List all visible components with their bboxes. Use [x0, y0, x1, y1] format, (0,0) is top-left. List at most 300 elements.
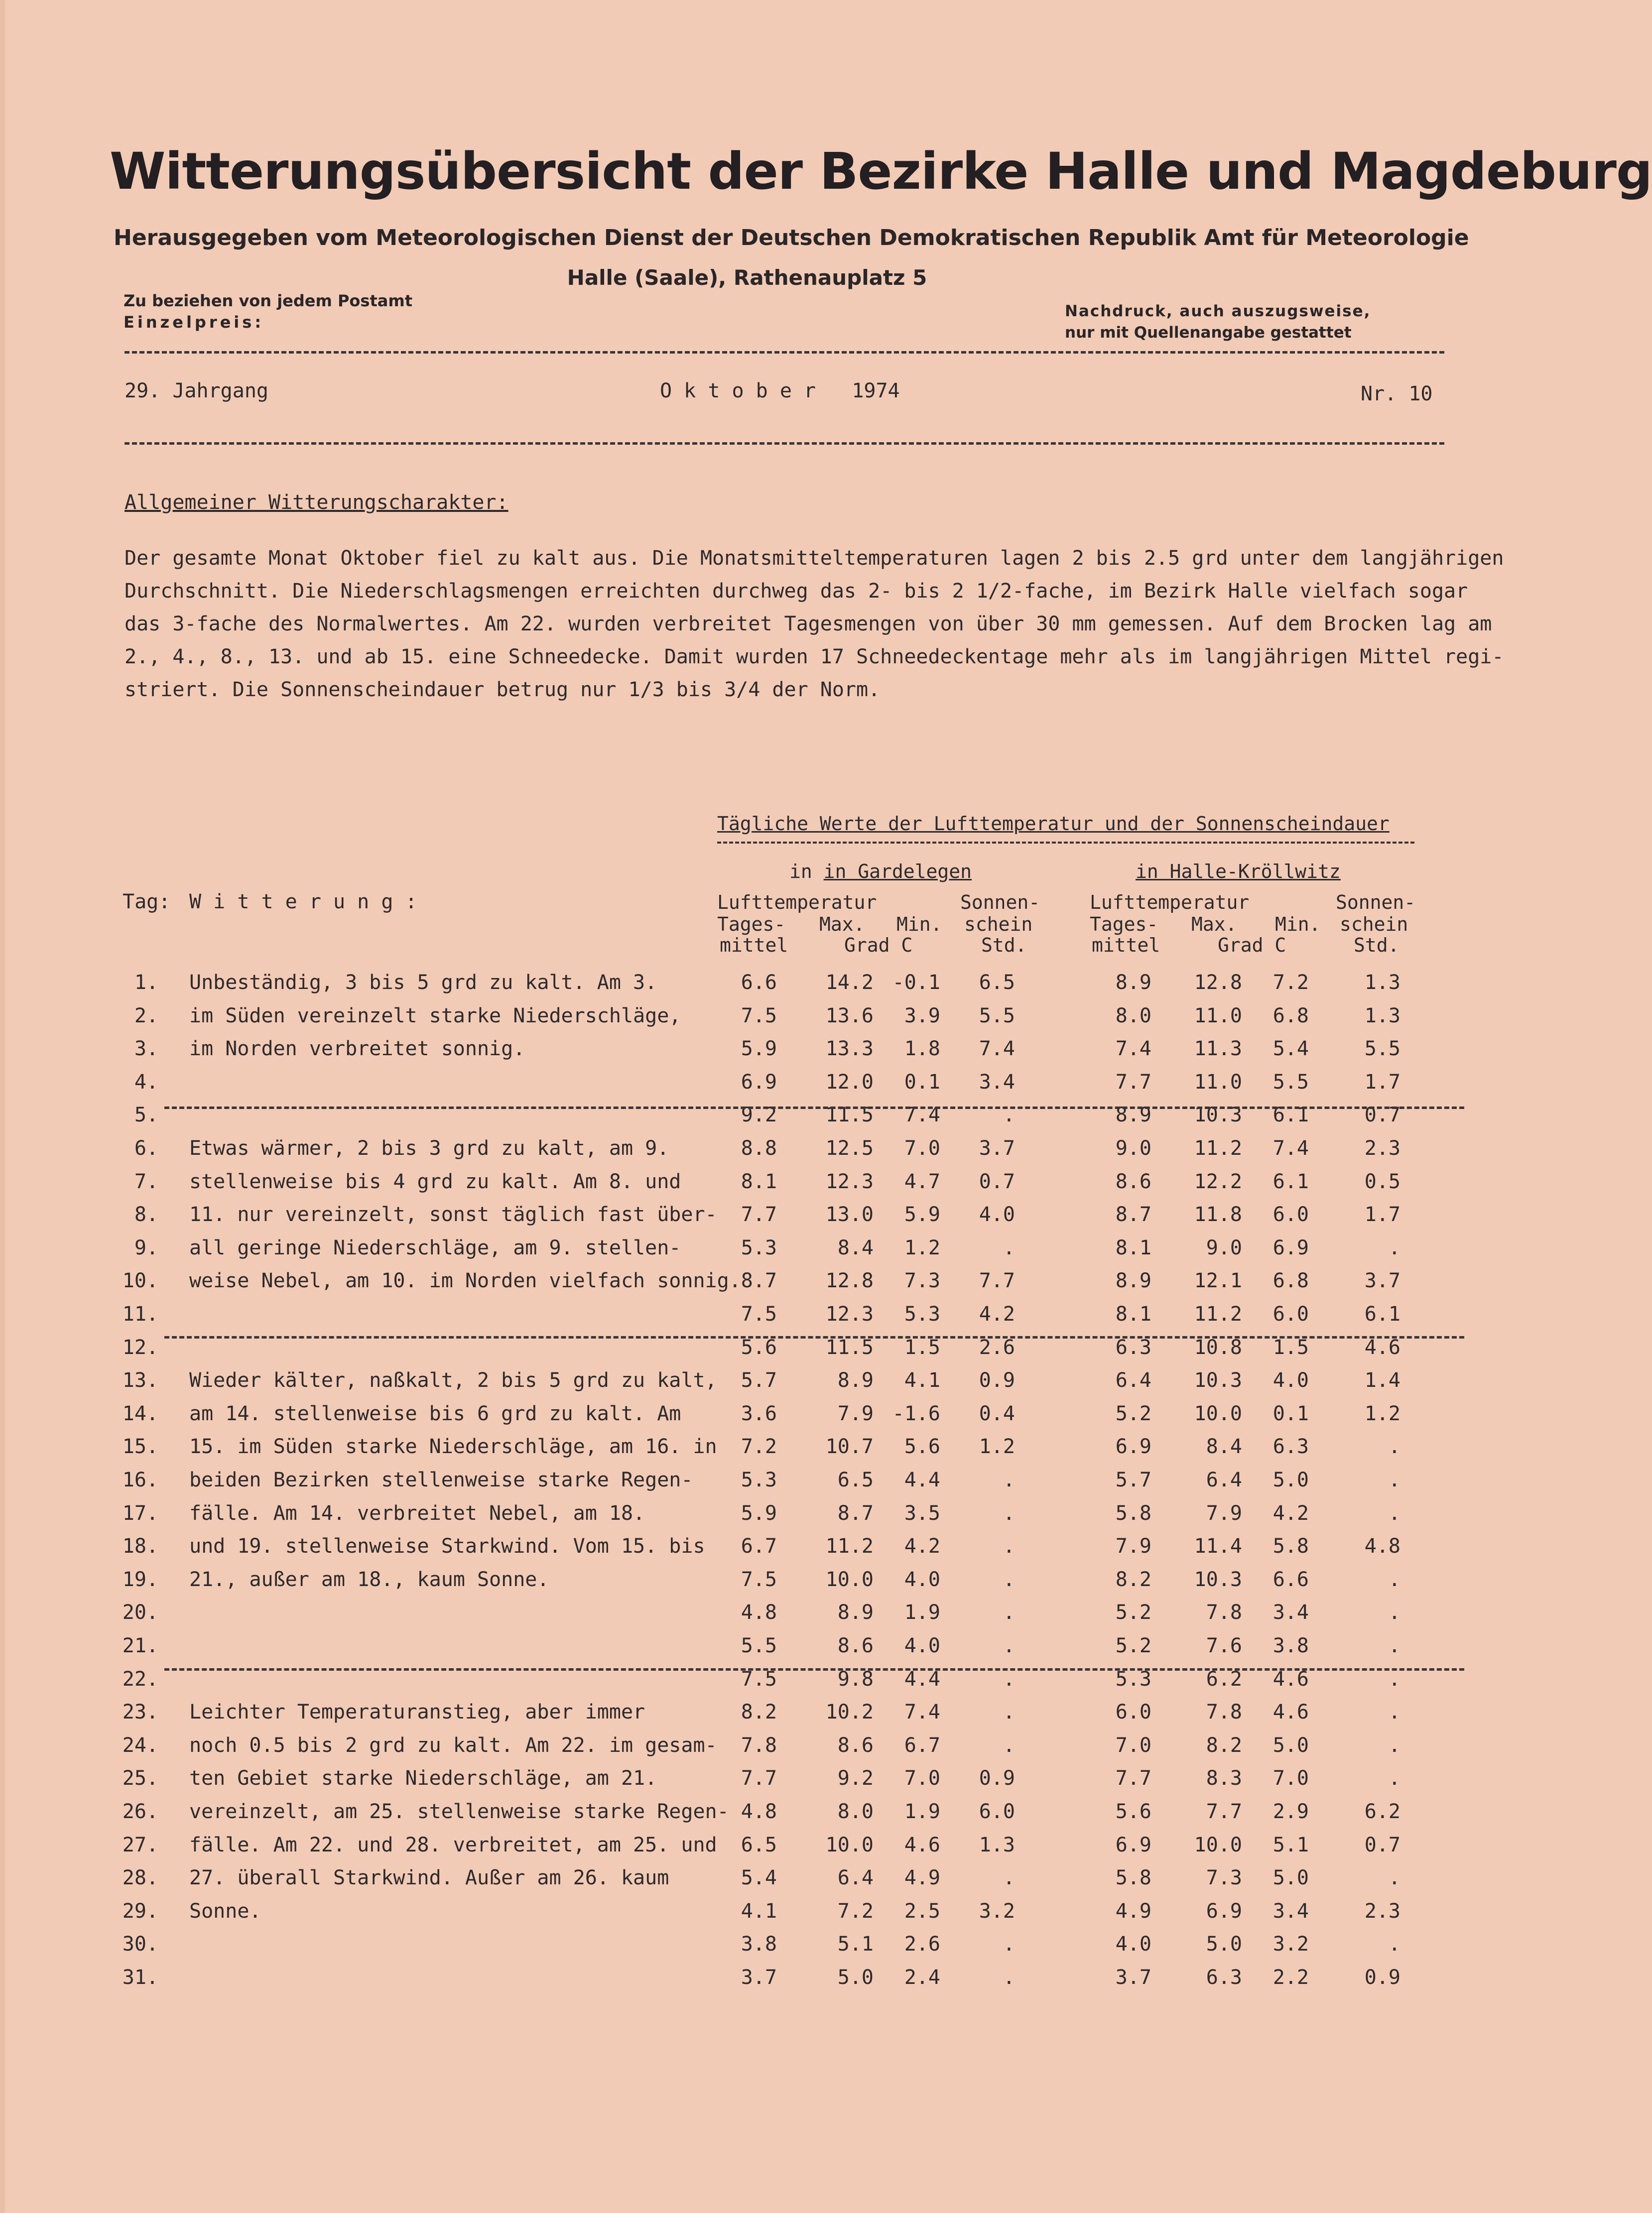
- h-std: Std.: [1354, 934, 1399, 956]
- value-cell: 10.8: [1194, 1336, 1242, 1359]
- value-cell: 8.7: [741, 1269, 777, 1293]
- value-cell: 8.4: [1206, 1435, 1242, 1459]
- value-cell: 11.2: [825, 1535, 874, 1558]
- day-cell: 27.: [122, 1833, 158, 1856]
- value-cell: 3.6: [741, 1402, 777, 1425]
- value-cell: 7.7: [741, 1767, 777, 1790]
- value-cell: 7.9: [1115, 1535, 1151, 1558]
- col-witterung: W i t t e r u n g :: [189, 890, 417, 913]
- day-cell: 14.: [122, 1402, 158, 1425]
- value-cell: 2.5: [904, 1899, 940, 1923]
- value-cell: 13.0: [825, 1203, 874, 1227]
- value-cell: 8.4: [837, 1236, 874, 1259]
- value-cell: 0.9: [1364, 1966, 1400, 1989]
- day-cell: 21.: [122, 1634, 158, 1657]
- value-cell: 6.2: [1206, 1667, 1242, 1691]
- value-cell: 0.1: [1272, 1402, 1309, 1425]
- value-cell: 9.8: [837, 1667, 874, 1691]
- value-cell: 8.3: [1206, 1767, 1242, 1790]
- value-cell: 3.4: [979, 1070, 1015, 1094]
- value-cell: 2.2: [1272, 1966, 1309, 1989]
- value-cell: 3.2: [1272, 1933, 1309, 1956]
- value-cell: 5.2: [1115, 1601, 1151, 1624]
- value-cell: 12.2: [1194, 1170, 1242, 1193]
- value-cell: .: [1003, 1866, 1015, 1890]
- value-cell: 10.0: [825, 1568, 874, 1591]
- value-cell: 5.4: [741, 1866, 777, 1890]
- value-cell: 4.9: [1115, 1899, 1151, 1923]
- g-tages: Tages-: [717, 913, 786, 935]
- value-cell: 11.5: [825, 1104, 874, 1127]
- value-cell: 4.8: [741, 1601, 777, 1624]
- table-row: [0, 1767, 1494, 1800]
- period-divider: [164, 1336, 1464, 1339]
- day-cell: 26.: [122, 1800, 158, 1823]
- value-cell: 1.7: [1364, 1203, 1400, 1227]
- value-cell: 3.2: [979, 1899, 1015, 1923]
- value-cell: 2.6: [904, 1933, 940, 1956]
- h-grad: Grad C: [1218, 934, 1286, 956]
- value-cell: 1.8: [904, 1037, 940, 1061]
- day-cell: 17.: [122, 1501, 158, 1525]
- value-cell: 7.4: [1272, 1137, 1309, 1160]
- value-cell: 6.3: [1115, 1336, 1151, 1359]
- value-cell: 4.0: [1272, 1369, 1309, 1392]
- value-cell: 1.5: [904, 1336, 940, 1359]
- value-cell: 5.0: [1272, 1733, 1309, 1757]
- value-cell: 5.0: [837, 1966, 874, 1989]
- h-schein: schein: [1340, 913, 1408, 935]
- table-row: [0, 1203, 1494, 1236]
- value-cell: .: [1388, 1501, 1400, 1525]
- value-cell: 12.8: [1194, 971, 1242, 994]
- value-cell: 0.7: [1364, 1833, 1400, 1856]
- header-divider: [125, 351, 1444, 354]
- value-cell: 5.9: [741, 1501, 777, 1525]
- table-row: [0, 1137, 1494, 1170]
- value-cell: 8.8: [741, 1137, 777, 1160]
- value-cell: .: [1003, 1733, 1015, 1757]
- h-max: Max.: [1191, 913, 1237, 935]
- value-cell: .: [1388, 1767, 1400, 1790]
- value-cell: 4.8: [1364, 1535, 1400, 1558]
- table-row: [0, 1800, 1494, 1833]
- table-row: [0, 1668, 1494, 1701]
- value-cell: 1.2: [904, 1236, 940, 1259]
- value-cell: 7.0: [904, 1767, 940, 1790]
- day-cell: 11.: [122, 1303, 158, 1326]
- table-row: [0, 1336, 1494, 1369]
- value-cell: 4.4: [904, 1667, 940, 1691]
- value-cell: 12.0: [825, 1070, 874, 1094]
- value-cell: .: [1003, 1568, 1015, 1591]
- value-cell: 4.4: [904, 1469, 940, 1491]
- table-row: [0, 1568, 1494, 1601]
- value-cell: 5.9: [904, 1203, 940, 1227]
- value-cell: 9.2: [741, 1104, 777, 1127]
- value-cell: 5.8: [1115, 1866, 1151, 1890]
- value-cell: 5.0: [1272, 1866, 1309, 1890]
- day-cell: 24.: [122, 1733, 158, 1757]
- table-row: [0, 1900, 1494, 1933]
- g-max: Max.: [819, 913, 865, 935]
- day-cell: 13.: [122, 1369, 158, 1392]
- value-cell: 5.5: [979, 1004, 1015, 1027]
- weather-text-cell: fälle. Am 22. und 28. verbreitet, am 25. und: [189, 1833, 717, 1856]
- value-cell: 3.5: [904, 1501, 940, 1525]
- value-cell: 7.7: [979, 1269, 1015, 1293]
- general-line: Durchschnitt. Die Niederschlagsmengen erreichten durchweg das 2- bis 2 1/2-fache, im Bezirk Halle vielfach sogar: [125, 580, 1468, 603]
- value-cell: 1.9: [904, 1601, 940, 1624]
- station-halle: in Halle-Kröllwitz: [1136, 861, 1341, 882]
- value-cell: .: [1388, 1568, 1400, 1591]
- table-row: [0, 1502, 1494, 1535]
- value-cell: 6.4: [1206, 1469, 1242, 1491]
- value-cell: .: [1003, 1469, 1015, 1491]
- table-row: [0, 1535, 1494, 1568]
- value-cell: 1.5: [1272, 1336, 1309, 1359]
- value-cell: 9.0: [1115, 1137, 1151, 1160]
- day-cell: 23.: [122, 1701, 158, 1724]
- day-cell: 12.: [122, 1336, 158, 1359]
- reprint-note-1: Nachdruck, auch auszugsweise,: [1065, 302, 1371, 320]
- value-cell: .: [1388, 1733, 1400, 1757]
- value-cell: 4.0: [1115, 1933, 1151, 1956]
- value-cell: 8.2: [1115, 1568, 1151, 1591]
- value-cell: 3.7: [1115, 1966, 1151, 1989]
- value-cell: 6.1: [1272, 1170, 1309, 1193]
- value-cell: 9.0: [1206, 1236, 1242, 1259]
- value-cell: 5.1: [837, 1933, 874, 1956]
- value-cell: 5.6: [904, 1435, 940, 1459]
- table-row: [0, 1269, 1494, 1302]
- price-label: Einzelpreis:: [124, 313, 264, 332]
- value-cell: 5.8: [1115, 1501, 1151, 1525]
- value-cell: 6.5: [979, 971, 1015, 994]
- weather-text-cell: 15. im Süden starke Niederschläge, am 16. in: [189, 1435, 717, 1459]
- value-cell: 6.0: [1272, 1203, 1309, 1227]
- value-cell: 6.1: [1364, 1303, 1400, 1326]
- value-cell: 5.5: [1272, 1070, 1309, 1094]
- weather-text-cell: Wieder kälter, naßkalt, 2 bis 5 grd zu kalt,: [189, 1369, 717, 1392]
- value-cell: 13.3: [825, 1037, 874, 1061]
- value-cell: 6.4: [1115, 1369, 1151, 1392]
- value-cell: 11.8: [1194, 1203, 1242, 1227]
- station-gardelegen-name: in Gardelegen: [823, 861, 972, 882]
- value-cell: 5.1: [1272, 1833, 1309, 1856]
- value-cell: 1.7: [1364, 1070, 1400, 1094]
- weather-text-cell: Leichter Temperaturanstieg, aber immer: [189, 1701, 645, 1724]
- value-cell: 5.3: [741, 1469, 777, 1491]
- value-cell: 5.2: [1115, 1402, 1151, 1425]
- value-cell: 8.2: [741, 1701, 777, 1724]
- value-cell: 1.9: [904, 1800, 940, 1823]
- value-cell: 6.0: [979, 1800, 1015, 1823]
- value-cell: 11.2: [1194, 1303, 1242, 1326]
- value-cell: 6.3: [1206, 1966, 1242, 1989]
- period-divider: [164, 1106, 1464, 1109]
- value-cell: 11.2: [1194, 1137, 1242, 1160]
- table-row: [0, 1004, 1494, 1037]
- subscription-note: Zu beziehen von jedem Postamt: [124, 291, 412, 310]
- value-cell: 7.3: [904, 1269, 940, 1293]
- value-cell: 4.6: [1272, 1701, 1309, 1724]
- table-title: Tägliche Werte der Lufttemperatur und der Sonnenscheindauer: [717, 813, 1390, 835]
- value-cell: 8.2: [1206, 1733, 1242, 1757]
- value-cell: 3.4: [1272, 1601, 1309, 1624]
- value-cell: 7.7: [741, 1203, 777, 1227]
- value-cell: 6.9: [1115, 1833, 1151, 1856]
- value-cell: 10.0: [825, 1833, 874, 1856]
- value-cell: 5.5: [741, 1634, 777, 1657]
- value-cell: 1.2: [979, 1435, 1015, 1459]
- value-cell: 8.7: [1115, 1203, 1151, 1227]
- value-cell: 5.6: [741, 1336, 777, 1359]
- value-cell: 0.5: [1364, 1170, 1400, 1193]
- reprint-note-2: nur mit Quellenangabe gestattet: [1065, 324, 1352, 342]
- value-cell: 8.6: [837, 1634, 874, 1657]
- value-cell: 2.4: [904, 1966, 940, 1989]
- day-cell: 2.: [134, 1004, 158, 1027]
- value-cell: .: [1003, 1701, 1015, 1724]
- value-cell: 7.4: [904, 1701, 940, 1724]
- day-cell: 18.: [122, 1535, 158, 1558]
- g-mittel: mittel: [720, 934, 788, 956]
- value-cell: 0.4: [979, 1402, 1015, 1425]
- value-cell: .: [1388, 1667, 1400, 1691]
- value-cell: 8.9: [837, 1369, 874, 1392]
- table-row: [0, 1236, 1494, 1269]
- g-lufttemp: Lufttemperatur: [717, 891, 877, 913]
- value-cell: 6.1: [1272, 1104, 1309, 1127]
- value-cell: 4.0: [904, 1634, 940, 1657]
- value-cell: 6.9: [1115, 1435, 1151, 1459]
- value-cell: 1.4: [1364, 1369, 1400, 1392]
- value-cell: 8.9: [1115, 1269, 1151, 1293]
- h-min: Min.: [1275, 913, 1321, 935]
- g-grad: Grad C: [844, 934, 913, 956]
- weather-text-cell: noch 0.5 bis 2 grd zu kalt. Am 22. im gesam-: [189, 1733, 717, 1757]
- value-cell: 4.6: [904, 1833, 940, 1856]
- table-row: [0, 1701, 1494, 1733]
- value-cell: .: [1388, 1469, 1400, 1491]
- value-cell: 6.2: [1364, 1800, 1400, 1823]
- g-min: Min.: [896, 913, 942, 935]
- table-row: [0, 1170, 1494, 1203]
- weather-text-cell: vereinzelt, am 25. stellenweise starke Regen-: [189, 1800, 729, 1823]
- value-cell: 12.3: [825, 1170, 874, 1193]
- day-cell: 30.: [122, 1933, 158, 1956]
- day-cell: 31.: [122, 1966, 158, 1989]
- table-row: [0, 971, 1494, 1004]
- table-row: [0, 1834, 1494, 1866]
- table-row: [0, 1071, 1494, 1104]
- issue-month: O k t o b e r 1974: [660, 379, 900, 402]
- value-cell: .: [1388, 1435, 1400, 1459]
- value-cell: 7.5: [741, 1004, 777, 1027]
- general-line: striert. Die Sonnenscheindauer betrug nur 1/3 bis 3/4 der Norm.: [125, 678, 881, 701]
- value-cell: .: [1003, 1667, 1015, 1691]
- day-cell: 25.: [122, 1767, 158, 1790]
- weather-text-cell: all geringe Niederschläge, am 9. stellen-: [189, 1236, 681, 1259]
- issue-number: Nr. 10: [1361, 382, 1433, 405]
- value-cell: 8.9: [1115, 1104, 1151, 1127]
- day-cell: 16.: [122, 1469, 158, 1491]
- issue-divider: [125, 442, 1444, 445]
- h-tages: Tages-: [1090, 913, 1158, 935]
- value-cell: .: [1388, 1701, 1400, 1724]
- value-cell: 7.7: [1115, 1767, 1151, 1790]
- value-cell: 4.2: [979, 1303, 1015, 1326]
- value-cell: 4.0: [979, 1203, 1015, 1227]
- value-cell: 1.3: [1364, 1004, 1400, 1027]
- value-cell: .: [1003, 1104, 1015, 1127]
- table-row: [0, 1966, 1494, 1999]
- value-cell: 5.4: [1272, 1037, 1309, 1061]
- weather-text-cell: 11. nur vereinzelt, sonst täglich fast über-: [189, 1203, 717, 1227]
- day-cell: 10.: [122, 1269, 158, 1293]
- day-cell: 1.: [134, 971, 158, 994]
- value-cell: 12.1: [1194, 1269, 1242, 1293]
- value-cell: 11.3: [1194, 1037, 1242, 1061]
- table-row: [0, 1601, 1494, 1634]
- weather-text-cell: 21., außer am 18., kaum Sonne.: [189, 1568, 549, 1591]
- value-cell: 1.2: [1364, 1402, 1400, 1425]
- value-cell: 7.9: [1206, 1501, 1242, 1525]
- day-cell: 6.: [134, 1137, 158, 1160]
- g-sonnen: Sonnen-: [960, 891, 1040, 913]
- value-cell: .: [1388, 1933, 1400, 1956]
- publisher-line: Herausgegeben vom Meteorologischen Dienst der Deutschen Demokratischen Republik Amt für Meteorologie: [114, 225, 1469, 250]
- value-cell: 0.1: [904, 1070, 940, 1094]
- weather-text-cell: und 19. stellenweise Starkwind. Vom 15. bis: [189, 1535, 705, 1558]
- value-cell: .: [1388, 1866, 1400, 1890]
- value-cell: 8.7: [837, 1501, 874, 1525]
- value-cell: 7.0: [904, 1137, 940, 1160]
- value-cell: 8.1: [1115, 1303, 1151, 1326]
- jahrgang: 29. Jahrgang: [125, 379, 268, 402]
- value-cell: 8.1: [741, 1170, 777, 1193]
- value-cell: 3.7: [741, 1966, 777, 1989]
- day-cell: 8.: [134, 1203, 158, 1227]
- value-cell: 4.1: [904, 1369, 940, 1392]
- value-cell: 10.0: [1194, 1833, 1242, 1856]
- value-cell: 7.5: [741, 1667, 777, 1691]
- value-cell: -0.1: [892, 971, 940, 994]
- value-cell: 5.0: [1206, 1933, 1242, 1956]
- day-cell: 4.: [134, 1070, 158, 1094]
- value-cell: 5.3: [741, 1236, 777, 1259]
- weather-text-cell: fälle. Am 14. verbreitet Nebel, am 18.: [189, 1501, 645, 1525]
- day-cell: 28.: [122, 1866, 158, 1890]
- weather-text-cell: am 14. stellenweise bis 6 grd zu kalt. Am: [189, 1402, 681, 1425]
- value-cell: 11.0: [1194, 1070, 1242, 1094]
- day-cell: 22.: [122, 1667, 158, 1691]
- value-cell: 6.9: [1206, 1899, 1242, 1923]
- value-cell: 8.6: [1115, 1170, 1151, 1193]
- station-gardelegen: in in Gardelegen: [789, 861, 972, 882]
- value-cell: 7.5: [741, 1568, 777, 1591]
- value-cell: 8.9: [1115, 971, 1151, 994]
- value-cell: 10.3: [1194, 1369, 1242, 1392]
- value-cell: 12.5: [825, 1137, 874, 1160]
- weather-text-cell: im Süden vereinzelt starke Niederschläge,: [189, 1004, 681, 1027]
- value-cell: 7.6: [1206, 1634, 1242, 1657]
- value-cell: 6.8: [1272, 1004, 1309, 1027]
- value-cell: 11.0: [1194, 1004, 1242, 1027]
- day-cell: 3.: [134, 1037, 158, 1061]
- day-cell: 15.: [122, 1435, 158, 1459]
- value-cell: 5.7: [1115, 1469, 1151, 1491]
- col-tag: Tag:: [123, 890, 171, 913]
- value-cell: 2.6: [979, 1336, 1015, 1359]
- value-cell: 5.6: [1115, 1800, 1151, 1823]
- value-cell: 14.2: [825, 971, 874, 994]
- value-cell: 12.3: [825, 1303, 874, 1326]
- value-cell: 3.9: [904, 1004, 940, 1027]
- general-line: das 3-fache des Normalwertes. Am 22. wurden verbreitet Tagesmengen von über 30 mm gemessen. Auf dem Brocken lag am: [125, 613, 1492, 635]
- value-cell: 11.4: [1194, 1535, 1242, 1558]
- weather-text-cell: Sonne.: [189, 1899, 261, 1923]
- value-cell: 6.4: [837, 1866, 874, 1890]
- general-line: Der gesamte Monat Oktober fiel zu kalt aus. Die Monatsmitteltemperaturen lagen 2 bis 2.5 grd unter dem langjährigen: [125, 547, 1504, 570]
- value-cell: 1.3: [1364, 971, 1400, 994]
- weather-text-cell: Etwas wärmer, 2 bis 3 grd zu kalt, am 9.: [189, 1137, 669, 1160]
- value-cell: 0.9: [979, 1767, 1015, 1790]
- value-cell: 8.6: [837, 1733, 874, 1757]
- value-cell: 7.2: [1272, 971, 1309, 994]
- value-cell: 3.8: [1272, 1634, 1309, 1657]
- value-cell: .: [1388, 1236, 1400, 1259]
- value-cell: 5.3: [1115, 1667, 1151, 1691]
- value-cell: .: [1003, 1501, 1015, 1525]
- value-cell: 8.1: [1115, 1236, 1151, 1259]
- value-cell: 4.0: [904, 1568, 940, 1591]
- section-heading: Allgemeiner Witterungscharakter:: [125, 491, 508, 514]
- value-cell: 6.0: [1272, 1303, 1309, 1326]
- value-cell: 5.8: [1272, 1535, 1309, 1558]
- value-cell: 4.8: [741, 1800, 777, 1823]
- value-cell: .: [1003, 1236, 1015, 1259]
- value-cell: 7.8: [1206, 1601, 1242, 1624]
- table-title-divider: [717, 842, 1414, 844]
- table-row: [0, 1469, 1494, 1501]
- value-cell: 5.7: [741, 1369, 777, 1392]
- table-row: [0, 1933, 1494, 1966]
- value-cell: .: [1003, 1634, 1015, 1657]
- weather-text-cell: 27. überall Starkwind. Außer am 26. kaum: [189, 1866, 669, 1890]
- value-cell: 0.9: [979, 1369, 1015, 1392]
- value-cell: 5.2: [1115, 1634, 1151, 1657]
- value-cell: 4.1: [741, 1899, 777, 1923]
- h-mittel: mittel: [1092, 934, 1160, 956]
- value-cell: 3.8: [741, 1933, 777, 1956]
- value-cell: 6.9: [741, 1070, 777, 1094]
- table-row: [0, 1369, 1494, 1402]
- value-cell: 7.8: [741, 1733, 777, 1757]
- value-cell: 3.7: [1364, 1269, 1400, 1293]
- value-cell: 4.9: [904, 1866, 940, 1890]
- value-cell: 2.9: [1272, 1800, 1309, 1823]
- table-row: [0, 1037, 1494, 1070]
- value-cell: -1.6: [892, 1402, 940, 1425]
- value-cell: 5.3: [904, 1303, 940, 1326]
- value-cell: 4.2: [904, 1535, 940, 1558]
- weather-text-cell: weise Nebel, am 10. im Norden vielfach sonnig.: [189, 1269, 741, 1293]
- day-cell: 5.: [134, 1104, 158, 1127]
- publisher-address: Halle (Saale), Rathenauplatz 5: [567, 265, 927, 290]
- value-cell: 12.8: [825, 1269, 874, 1293]
